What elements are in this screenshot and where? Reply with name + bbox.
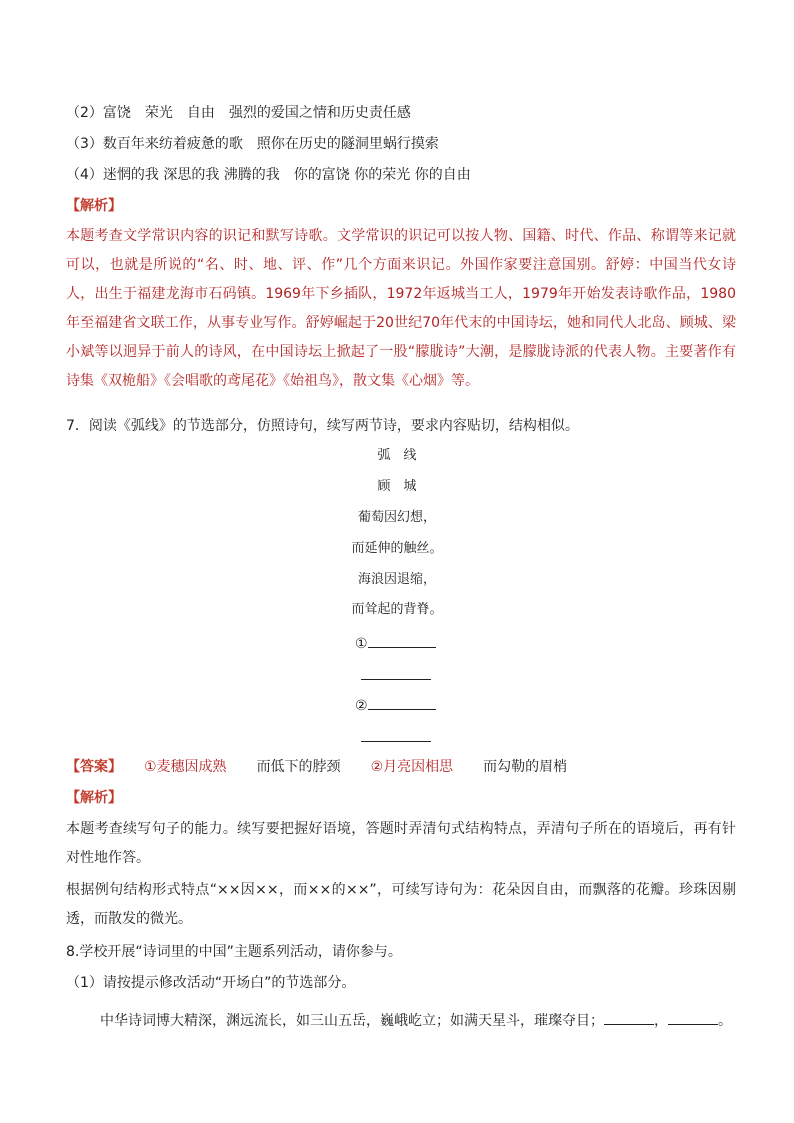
question-7-prompt: 7．阅读《弧线》的节选部分，仿照诗句，续写两节诗，要求内容贴切，结构相似。: [66, 418, 579, 434]
blank-1-continuation-line: [361, 678, 431, 680]
analysis-text-1: 本题考查文学常识内容的识记和默写诗歌。文学常识的识记可以按人物、国籍、时代、作品、称谓等来记就可以，也就是所说的“名、时、地、评、作”几个方面来识记。外国作家要注意国别。舒婷：中国当代女诗人，出生于福建龙海市石码镇。1969年下乡插队，1972年返城当工人，1979年开始发表诗歌作品，1980年至福建省文联工作，从事专业写作。舒婷崛起于20世纪70年代末的中国诗坛，她和同代人北岛、顾城、梁小斌等以迥异于前人的诗风，在中国诗坛上掀起了一股“朦胧诗”大潮，是朦胧诗派的代表人物。主要著作有诗集《双桅船》《会唱歌的鸢尾花》《始祖鸟》，散文集《心烟》等。: [66, 228, 736, 389]
analysis-text-2a: 本题考查续写句子的能力。续写要把握好语境，答题时弄清句式结构特点，弄清句子所在的语境后，再有针对性地作答。: [66, 821, 736, 866]
poem-line-3: 海浪因退缩，: [357, 572, 436, 587]
analysis-heading-1: 【解析】: [66, 198, 122, 214]
poem-line-4: 而耸起的背脊。: [351, 602, 443, 617]
poem-line-1: 葡萄因幻想，: [357, 510, 436, 525]
question-8-passage: [100, 1010, 732, 1031]
question-8-sub-1: （1）请按提示修改活动“开场白”的节选部分。: [66, 975, 356, 991]
answer-item-4: （4）迷惘的我 深思的我 沸腾的我 你的富饶 你的荣光 你的自由: [66, 167, 471, 183]
passage-end: 。: [718, 1013, 732, 1029]
poem-line-2: 而延伸的触丝。: [351, 541, 443, 556]
poem-title: 弧 线: [377, 448, 417, 463]
passage-separator: ，: [654, 1013, 668, 1029]
answer-blank-1: [355, 633, 436, 654]
fill-blank-2[interactable]: [668, 1010, 718, 1025]
blank-2-line: [368, 695, 436, 710]
blank-2-marker: ②: [355, 698, 368, 714]
answer-7-part-3: ②月亮因相思: [370, 759, 454, 775]
answer-7-part-2: 而低下的脖颈: [256, 759, 341, 775]
question-8-prompt: 8.学校开展“诗词里的中国”主题系列活动，请你参与。: [66, 944, 402, 960]
answer-item-2: （2）富饶 荣光 自由 强烈的爱国之情和历史责任感: [66, 105, 411, 121]
poem-author: 顾 城: [377, 479, 417, 494]
passage-text: 中华诗词博大精深，渊远流长，如三山五岳，巍峨屹立；如满天星斗，璀璨夺目；: [100, 1013, 604, 1029]
answer-7-part-1: ①麦穗因成熟: [144, 759, 227, 775]
analysis-text-2b: 根据例句结构形式特点“××因××，而××的××”，可续写诗句为：花朵因自由，而飘落的花瓣。珍珠因剔透，而散发的微光。: [66, 882, 736, 927]
fill-blank-1[interactable]: [604, 1010, 654, 1025]
blank-1-marker: ①: [355, 636, 368, 652]
answer-blank-2: [355, 695, 436, 716]
answer-7: [66, 757, 567, 777]
blank-1-line: [368, 633, 436, 648]
answer-item-3: （3）数百年来纺着疲惫的歌 照你在历史的隧洞里蜗行摸索: [66, 136, 439, 152]
answer-7-part-4: 而勾勒的眉梢: [483, 759, 568, 775]
answer-heading: 【答案】: [66, 759, 122, 775]
blank-2-continuation-line: [361, 740, 431, 742]
analysis-heading-2: 【解析】: [66, 790, 122, 806]
